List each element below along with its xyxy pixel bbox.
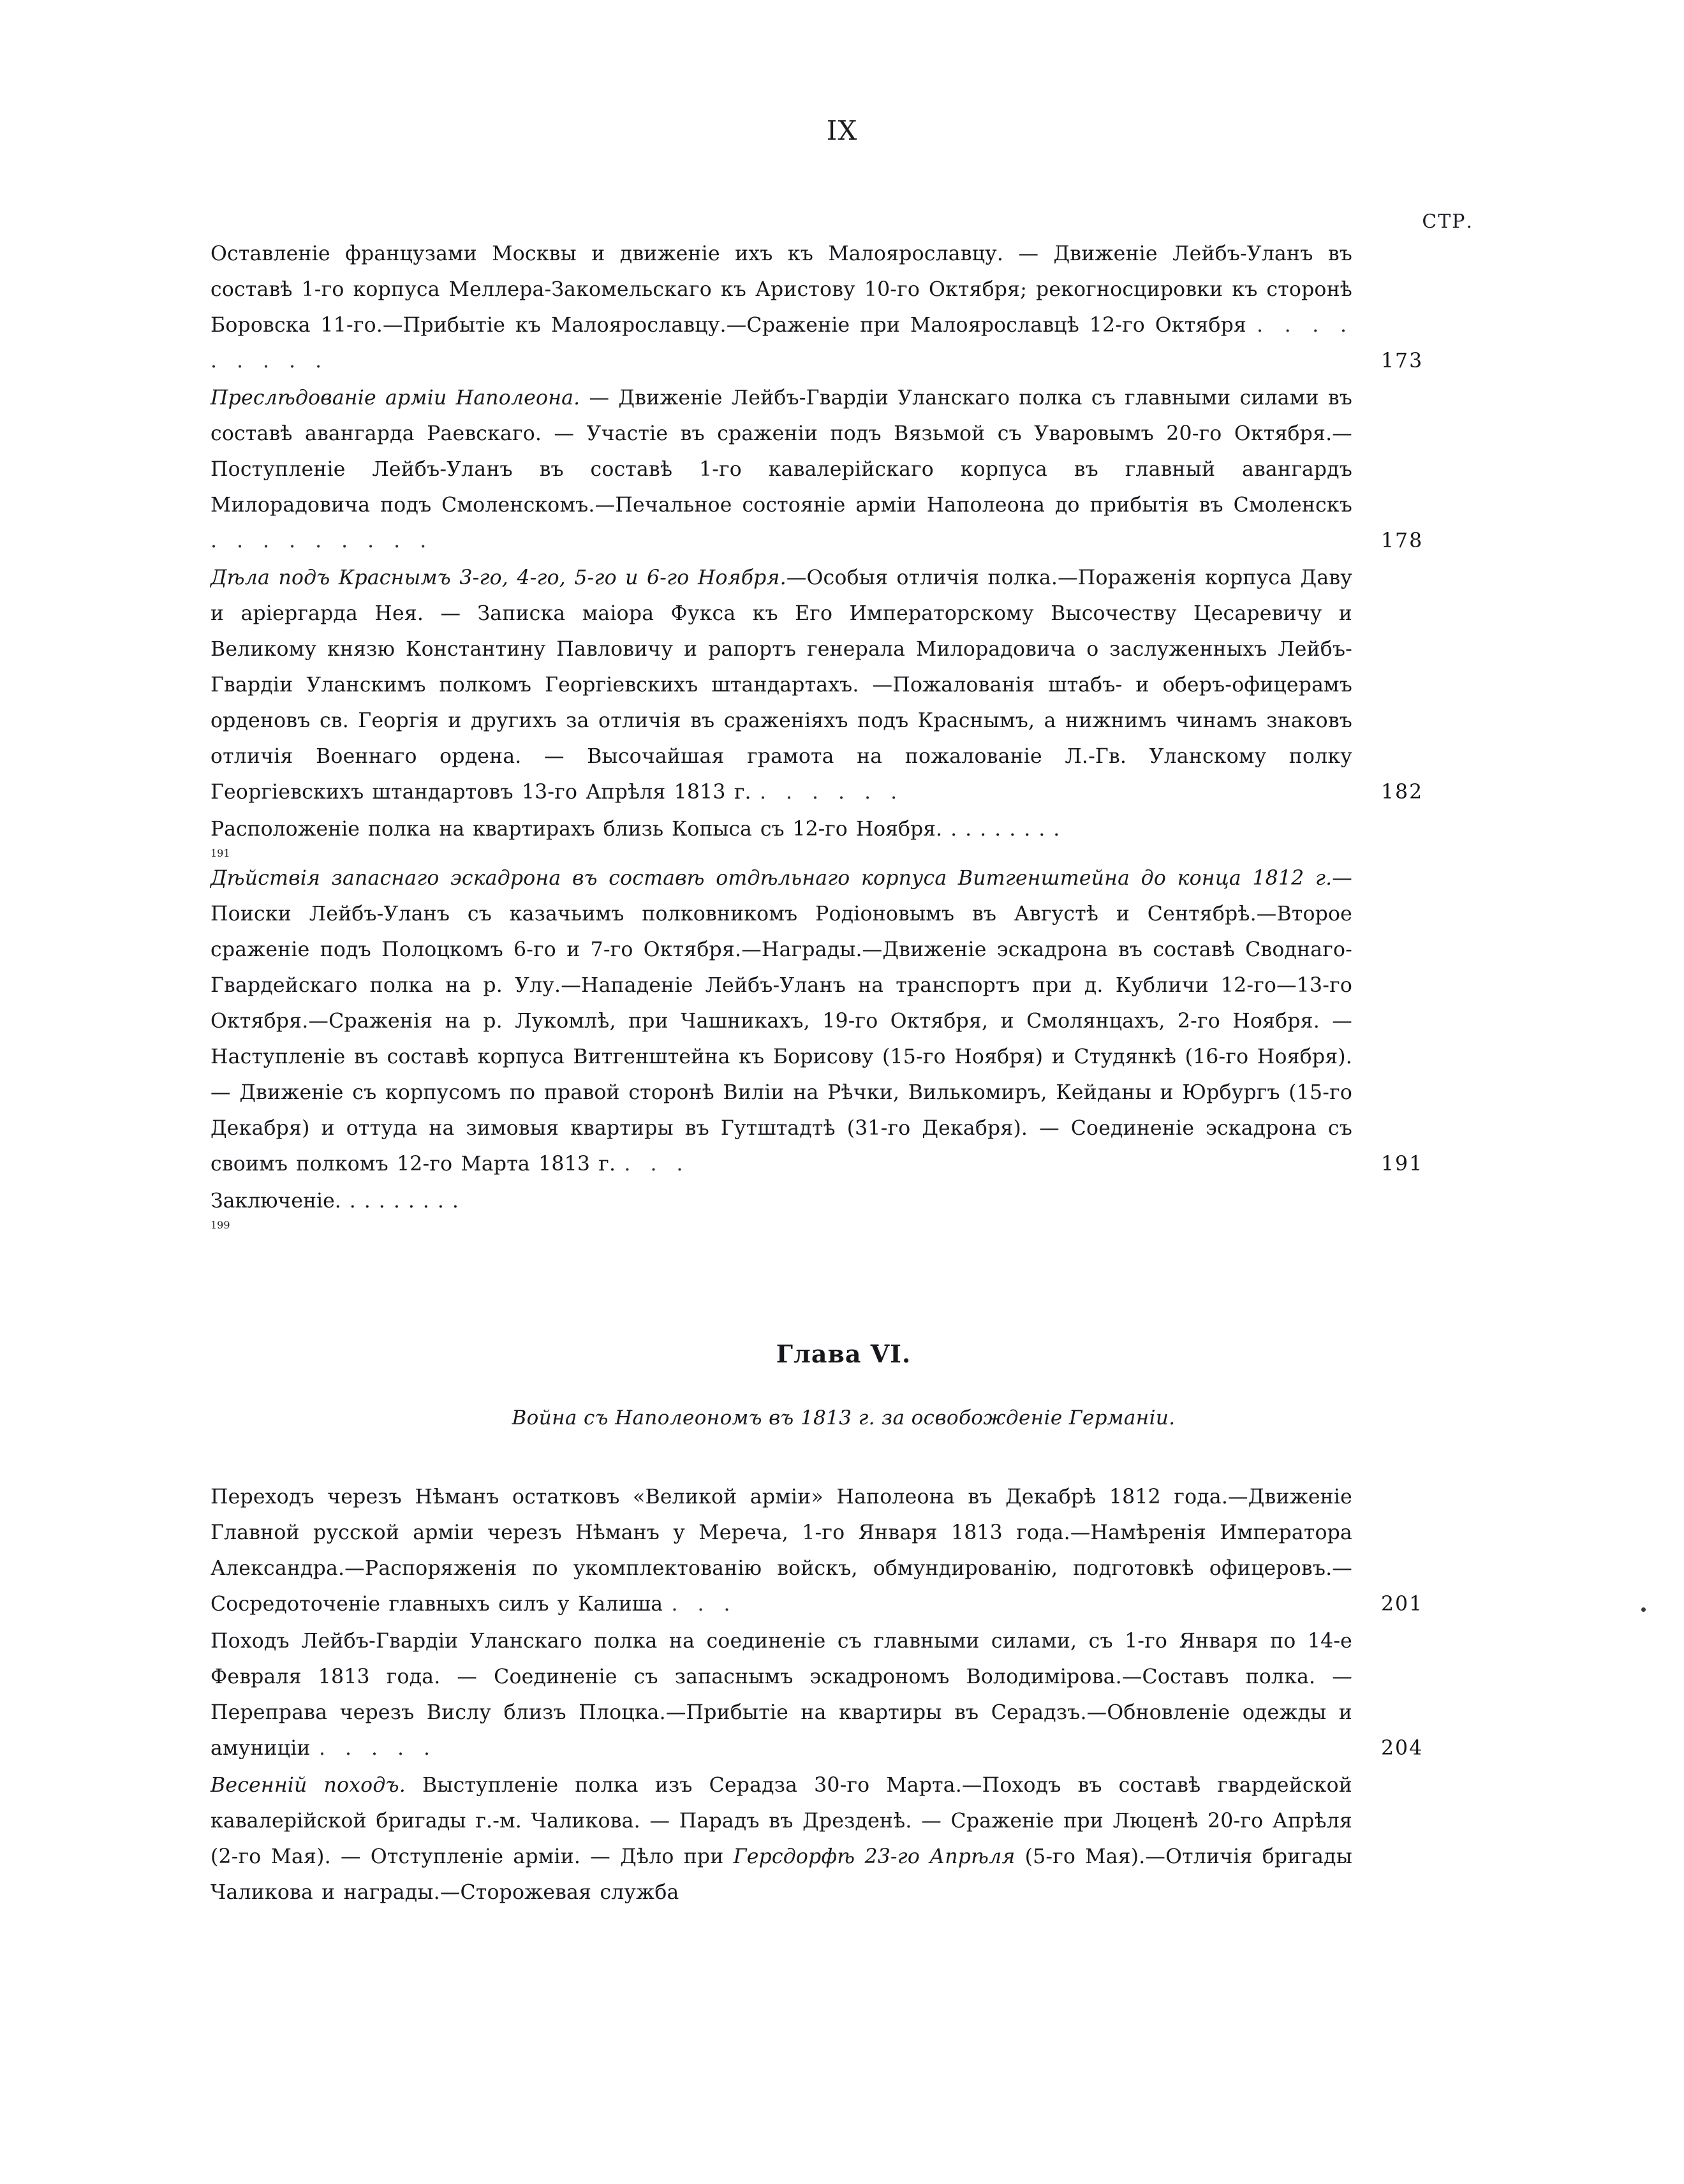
toc-entry-lead: Преслѣдованіе арміи Наполеона. [211, 387, 580, 410]
page-folio: IX [826, 115, 858, 146]
toc-entry-page: 182 [1381, 781, 1424, 804]
toc-entry-leader: . . . . . [318, 1737, 436, 1760]
toc-entry-leader: . . . [624, 1153, 689, 1176]
toc-entry[interactable] [211, 1767, 1477, 1910]
page-column-header: СТР. [1422, 210, 1474, 233]
toc-entry-page: 201 [1381, 1593, 1424, 1616]
toc-entry[interactable] [211, 380, 1477, 559]
toc-entry-page: 199 [211, 1219, 230, 1231]
toc-entry-text: Расположеніе полка на квартирахъ близь Копыса съ 12-го Ноября. [211, 818, 943, 841]
toc-entry-lead: Весенній походъ. [211, 1774, 406, 1797]
toc-entry-text: Походъ Лейбъ-Гвардіи Уланскаго полка на соединеніе съ главными силами, съ 1-го Января по 14-е Февраля 1813 года. — Соединеніе съ запаснымъ эскадрономъ Володимірова.—Составъ полка. — Переправа черезъ Вислу близъ Плоцка.—Прибытіе на квартиры въ Серадзъ.—Обновленіе одежды и амуниціи [211, 1630, 1352, 1760]
toc-entry-leader: . . . . . . . . [950, 818, 1060, 841]
toc-entry-leader: . . . [671, 1593, 736, 1616]
toc-entry-page: 173 [1381, 350, 1424, 373]
toc-entry[interactable] [211, 1183, 1477, 1231]
toc-entry-page: 204 [1381, 1737, 1424, 1760]
toc-entry-leader: . . . . . . [759, 781, 903, 804]
toc-entry-leader: . . . . . . . . . [211, 529, 432, 552]
toc-entry-italic-tail: Герсдорфѣ 23-го Апрѣля [733, 1845, 1016, 1868]
chapter-subtitle: Война съ Наполеономъ въ 1813 г. за освобожденіе Германіи. [512, 1406, 1176, 1429]
toc-entry-text: Заключеніе. [211, 1190, 341, 1213]
chapter-title: Глава VI. [776, 1339, 912, 1368]
toc-entry-page: 191 [211, 847, 230, 859]
toc-entry-text: Выступленіе полка изъ Серадза 30-го Марта.—Походъ въ составѣ гвардейской кавалерійской бригады г.-м. Чаликова. — Парадъ въ Дрезденѣ. — Сраженіе при Люценѣ 20-го Апрѣля (2-го Мая). — Отступленіе арміи. — Дѣло при [211, 1774, 1352, 1868]
toc-entry-lead: Дѣла подъ Краснымъ 3-го, 4-го, 5-го и 6-го Ноября. [211, 566, 787, 589]
toc-entry-lead: Дѣйствія запаснаго эскадрона въ составѣ отдѣльнаго корпуса Витгенштейна до конца 1812 г. [211, 867, 1333, 890]
toc-entry-text: Оставленіе французами Москвы и движеніе ихъ къ Малоярославцу. — Движеніе Лейбъ-Уланъ въ составѣ 1-го корпуса Меллера-Закомельскаго къ Аристову 10-го Октября; рекогносцировки къ сторонѣ Боровска 11-го.—Прибытіе къ Малоярославцу.—Сраженіе при Малоярославцѣ 12-го Октября [211, 242, 1352, 337]
toc-entry-text: —Особыя отличія полка.—Пораженія корпуса Даву и аріергарда Нея. — Записка маіора Фукса къ Его Императорскому Высочеству Цесаревичу и Великому князю Константину Павловичу и рапортъ генерала Милорадовича о заслуженныхъ Лейбъ-Гвардіи Уланскимъ полкомъ Георгіевскихъ штандартахъ. —Пожалованія штабъ- и оберъ-офицерамъ орденовъ св. Георгія и другихъ за отличія въ сраженіяхъ подъ Краснымъ, а нижнимъ чинамъ знаковъ отличія Военнаго ордена. — Высочайшая грамота на пожалованіе Л.-Гв. Уланскому полку Георгіевскихъ штандартовъ 13-го Апрѣля 1813 г. [211, 566, 1352, 804]
toc-entry-text: — Движеніе Лейбъ-Гвардіи Уланскаго полка съ главными силами въ составѣ авангарда Раевскаго. — Участіе въ сраженіи подъ Вязьмой съ Уваровымъ 20-го Октября.—Поступленіе Лейбъ-Уланъ въ составѣ 1-го кавалерійскаго корпуса въ главный авангардъ Милорадовича подъ Смоленскомъ.—Печальное состояніе арміи Наполеона до прибытія въ Смоленскъ [211, 387, 1352, 517]
toc-entry[interactable] [211, 1479, 1477, 1622]
toc-entry[interactable] [211, 1623, 1477, 1766]
toc-entry-leader: . . . . . . . . [349, 1190, 459, 1213]
toc-entry-text: Переходъ черезъ Нѣманъ остатковъ «Великой арміи» Наполеона въ Декабрѣ 1812 года.—Движеніе Главной русской арміи черезъ Нѣманъ у Мереча, 1-го Января 1813 года.—Намѣренія Императора Александра.—Распоряженія по укомплектованію войскъ, обмундированію, подготовкѣ офицеровъ.—Сосредоточеніе главныхъ силъ у Калиша [211, 1486, 1352, 1616]
toc-entry-page: 191 [1381, 1153, 1424, 1176]
toc-entry[interactable] [211, 560, 1477, 810]
toc-entry[interactable] [211, 811, 1477, 859]
margin-dot-mark [1641, 1607, 1646, 1612]
toc-entry[interactable] [211, 860, 1477, 1182]
toc-body [211, 236, 1477, 1912]
toc-entry-page: 178 [1381, 529, 1424, 552]
toc-entry[interactable] [211, 236, 1477, 379]
toc-entry-leader: . . . . . . . . . [211, 314, 1352, 373]
toc-entry-text: —Поиски Лейбъ-Уланъ съ казачьимъ полковникомъ Родіоновымъ въ Августѣ и Сентябрѣ.—Второе сраженіе подъ Полоцкомъ 6-го и 7-го Октября.—Награды.—Движеніе эскадрона въ составѣ Своднаго-Гвардейскаго полка на р. Улу.—Нападеніе Лейбъ-Уланъ на транспортъ при д. Кубличи 12-го—13-го Октября.—Сраженія на р. Лукомлѣ, при Чашникахъ, 19-го Октября, и Смолянцахъ, 2-го Ноября. — Наступленіе въ составѣ корпуса Витгенштейна къ Борисову (15-го Ноября) и Студянкѣ (16-го Ноября). — Движеніе съ корпусомъ по правой сторонѣ Вилiи на Рѣчки, Вилькомиръ, Кейданы и Юрбургъ (15-го Декабря) и оттуда на зимовыя квартиры въ Гутштадтѣ (31-го Декабря). — Соединеніе эскадрона съ своимъ полкомъ 12-го Марта 1813 г. [211, 867, 1352, 1176]
toc-entry-text-tail: (5-го Мая).—Отличія бригады Чаликова и награды.—Сторожевая служба [211, 1845, 1352, 1904]
